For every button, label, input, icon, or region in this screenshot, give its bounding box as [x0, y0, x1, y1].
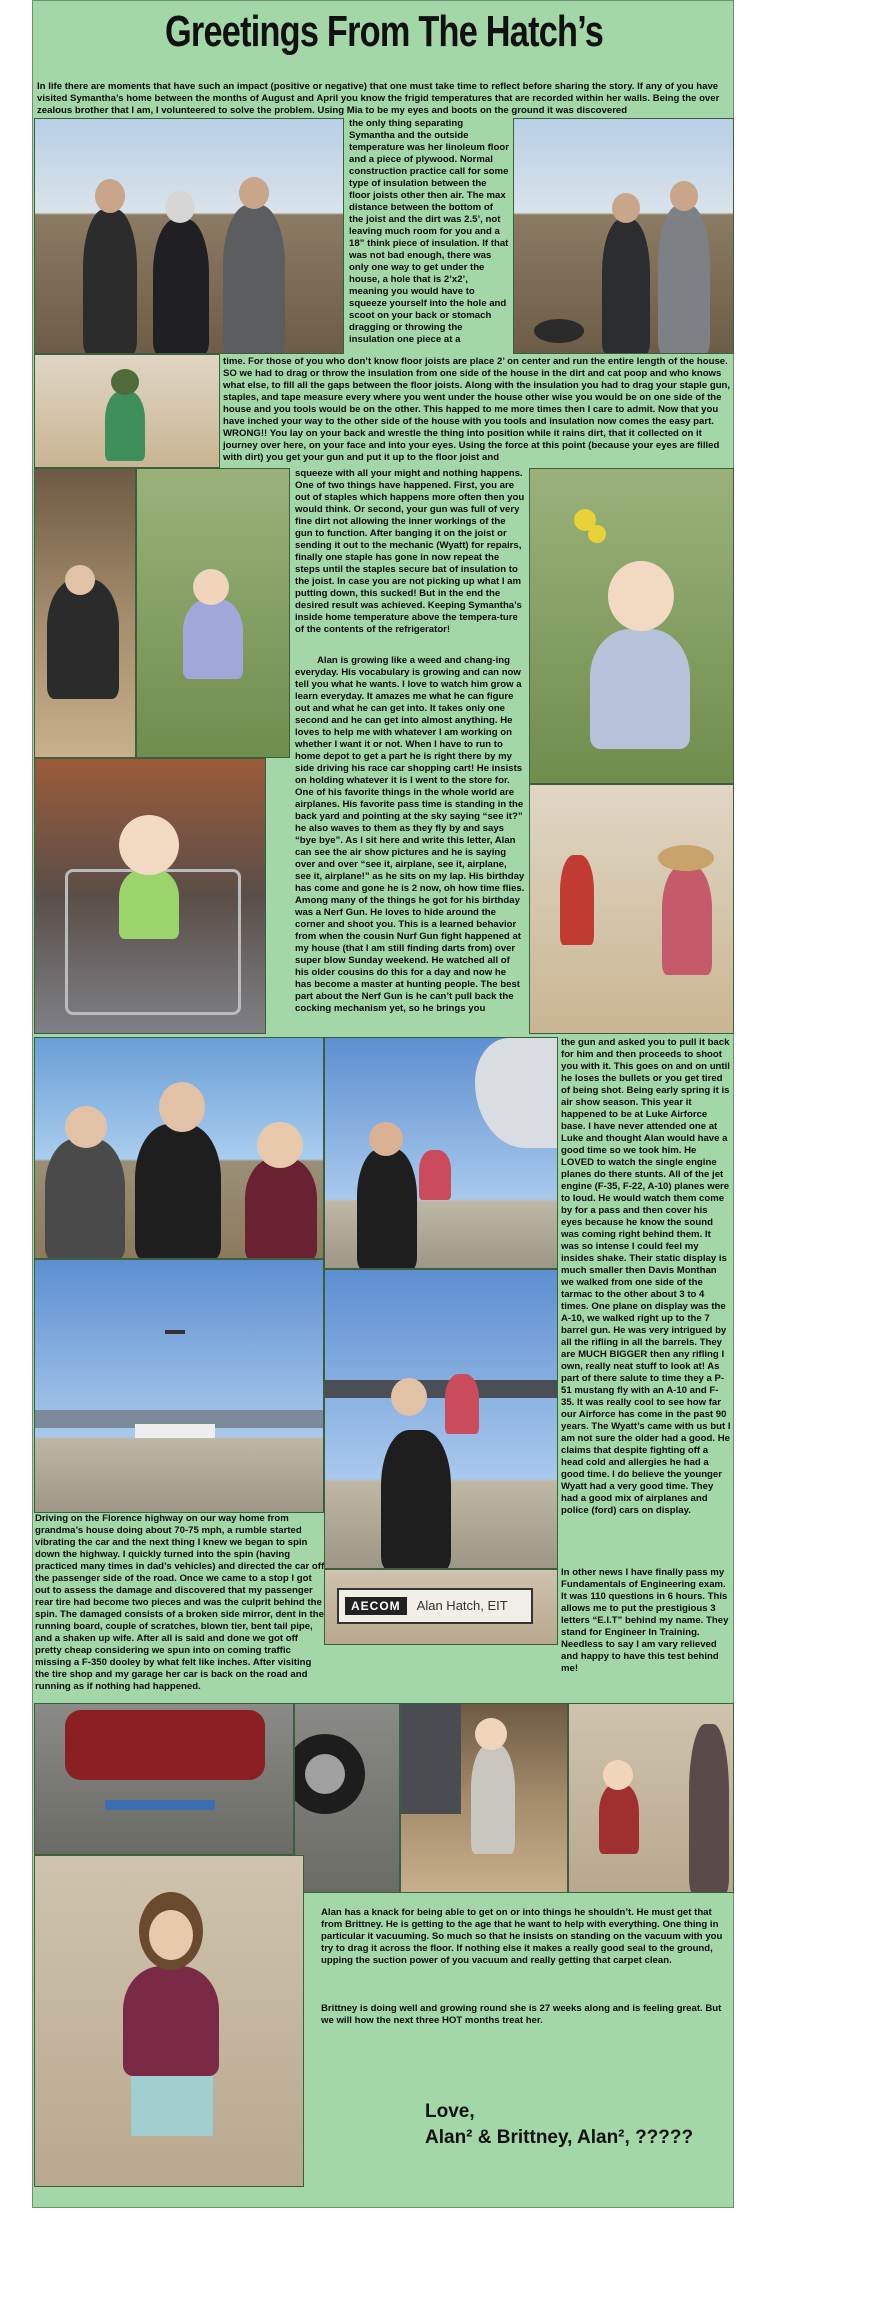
brittney-paragraph: Brittney is doing well and growing round she is 27 weeks along and is feeling great. But we will how the next three HOT months treat her.	[321, 2003, 722, 2026]
photo-mia-and-friend	[513, 118, 734, 354]
page-title: Greetings From The Hatch’s	[164, 7, 604, 56]
photo-alan-sitting-grass	[136, 468, 290, 758]
photo-a10-jet	[324, 1269, 558, 1569]
intro-paragraph: In life there are moments that have such an impact (positive or negative) that one must take time to reflect before sharing the story. If any of you have visited Symantha’s home between the months of August and April you know the frigid temperatures that are recorded within her walls. Being the over zealous brother that I am, I volunteered to solve the problem. Using Mia to be my eyes and boots on the ground it was discovered	[37, 81, 720, 116]
photo-car-tire	[294, 1703, 400, 1893]
photo-alan-with-lemon	[529, 468, 734, 784]
nameplate-name: Alan Hatch, EIT	[416, 1598, 508, 1613]
highway-paragraph: Driving on the Florence highway on our way home from grandma’s house doing about 70-75 mph, a rumble started vibrating the car and the next thing I knew we began to spin down the highway. I quickly turned into the spin (having practiced many times in dad’s vehicles) and directed the car off the passenger side of the road. Once we came to a stop I got out to assess the damage and discovered that my passenger rear tire had become two pieces and was the culprit behind the spin. The damaged consists of a broken side mirror, dent in the running board, couple of scratches, blown tier, bent tail pipe, and a shaken up wife. After all is said and done we got off pretty cheap considering we spun into on coming traffic missing a F-350 dooley by what felt like inches. After visiting the tire shop and my garage her car is back on the road and running as if nothing had happened.	[35, 1513, 325, 1692]
photo-alan-on-counter	[400, 1703, 568, 1893]
photo-alan-vacuum	[568, 1703, 734, 1893]
photo-insulation-crew	[34, 118, 344, 354]
column-1-text: the only thing separating Symantha and the outside temperature was her linoleum floor and a piece of plywood. Normal construction practice call for some type of insulation between the floor joists other then air. The max distance between the bottom of the joist and the dirt was 2.5’, not leaving much room for you and a 18” think piece of insulation. If that was not bad enough, there was only one way to get under the house, a hole that is 2’x2’, meaning you would have to squeeze yourself into the hole and scoot on your back or stomach dragging or throwing the insulation one piece at a	[349, 118, 509, 345]
photo-airshow-group-selfie	[34, 1037, 324, 1259]
photo-alan-on-shoulders	[324, 1037, 558, 1269]
photo-alan-shopping-cart	[34, 758, 266, 1034]
signoff-names: Alan² & Brittney, Alan², ?????	[425, 2127, 694, 2148]
column-3-text: the gun and asked you to pull it back for him and then proceeds to shoot you with it. This goes on and on until he loses the bullets or you get tired of being shot. Being early spring it is air show season. This year it happened to be at Luke Airforce base. I have never attended one at Luke and thought Alan would have a good time so we took him. He LOVED to watch the single engine planes do there stunts. All of the jet engine (F-35, F-22, A-10) planes were to loud. He would watch them come by for a pass and then cover his eyes because he know the sound was coming right behind them. It was so intense I could feel my insides shake. Their static display is much smaller then Davis Monthan we walked from one side of the tarmac to the other about 3 to 4 times. One plane on display was the A-10, we walked right up to the 7 barrel gun. He was very intrigued by all the rifling in all the barrels. They are MUCH BIGGER then any rifling I own, really neat stuff to look at! As part of there salute to time they a P-51 mustang fly with an A-10 and F-35. It was really cool to see how far our Airforce has come in the past 90 years. The Wyatt’s came with us but I am not sure the older had a good. He claims that despite fighting off a head cold and allergies he had a good time. I do believe the younger Wyatt had a very good time. They had a good mix of airplanes and police (ford) cars on display.	[561, 1037, 731, 1516]
office-nameplate	[337, 1588, 533, 1624]
photo-alan-in-seat	[34, 468, 136, 758]
signoff	[425, 2099, 693, 2151]
photo-damaged-car	[34, 1703, 294, 1855]
column-2a-text: squeeze with all your might and nothing happens. One of two things have happened. First, you are out of staples which happens more often then you would think. Or second, your gun was full of very fine dirt not allowing the inner workings of the gun to function. After banging it on the joist or sending it out to the mechanic (Wyatt) for repairs, finally one staple has gone in now repeat the steps until the staples secure bat of insulation to the joist. In case you are not picking up what I am putting down, this sucked! But in the end the desired result was achieved. Keeping Symantha’s inside home temperature above the tempera-ture of the contents of the refrigerator!	[295, 468, 525, 635]
wide-paragraph: time. For those of you who don’t know floor joists are place 2’ on center and run the entire length of the house. SO we had to drag or throw the insulation from one side of the house in the dirt and cat poop and who knows what else, to fill all the gaps between the floor joists. Along with the insulation you had to drag your staple gun, staples, and tape measure every where you went under the house other wise you would be on one side of the house and you tools would be on the other. This happed to me more times then I care to admit. Now that you have inched your way to the other side of the house with you tools and insulation now comes the easy part. WRONG!! You lay on your back and wrestle the thing into position while it rains dirt, that it collected on it journey over here, on your face and into your eyes. Using the force at this point (because your eyes are filled with dirt) you get your gun and put it up to the floor joist and	[223, 356, 731, 463]
photo-eit-sign	[324, 1569, 558, 1645]
newsletter-page	[32, 0, 734, 2208]
knack-paragraph: Alan has a knack for being able to get on or into things he shouldn’t. He must get that from Brittney. He is getting to the age that he want to help with everything. One thing in particular it vacuuming. So much so that he insists on standing on the vacuum with you try to drag it across the floor. If nothing else it makes a really good seal to the ground, upping the suction power of you vacuum and really getting that carpet clean.	[321, 1907, 723, 1966]
exam-paragraph: In other news I have finally pass my Fundamentals of Engineering exam. It was 110 questions in 6 hours. This allows me to put the prestigious 3 letters “E.I.T” behind my name. They stand for Engineer In Training. Needless to say I am vary relieved and happy to have this test behind me!	[561, 1567, 729, 1674]
photo-brittney-pregnant	[34, 1855, 304, 2187]
signoff-love: Love,	[425, 2101, 475, 2122]
photo-alan-hallway	[529, 784, 734, 1034]
photo-airshow-crowd	[34, 1259, 324, 1513]
company-logo-text: AECOM	[345, 1597, 407, 1615]
column-2b-text: Alan is growing like a weed and chang-ing everyday. His vocabulary is growing and can now tell you what he wants. I love to watch him grow a learn everyday. It amazes me what he can figure out and what he can get into. It takes only one second and he can get into almost anything. He loves to help me with whatever I am working on whether I want it or not. When I have to run to home depot to get a part he is right there by my side driving his race car shopping cart! He insists on holding whatever it is I went to the store for. One of his favorite things in the whole world are airplanes. His favorite pass time is standing in the back yard and pointing at the sky saying “see it?” he also waves to them as they fly by and says “bye bye”. As I sit here and write this letter, Alan can see the air show pictures and he is saying over and over “see it, airplane, see it, airplane, see it, airplane!” as he sits on my lap. His birthday has come and gone he is 2 now, oh how time flies. Among many of the things he got for his birthday was a Nerf Gun. He loves to hide around the corner and shoot you. This is a learned behavior from when the cousin Nurf Gun fight happened at my house (that I am still finding darts from) over super blow Sunday weekend. He watched all of his older cousins do this for a day and now he has become a master at hunting people. The best part about the Nerf Gun is he can’t pull back the cocking mechanism yet, so he brings you	[295, 655, 525, 1014]
photo-alan-helmet	[34, 354, 220, 468]
